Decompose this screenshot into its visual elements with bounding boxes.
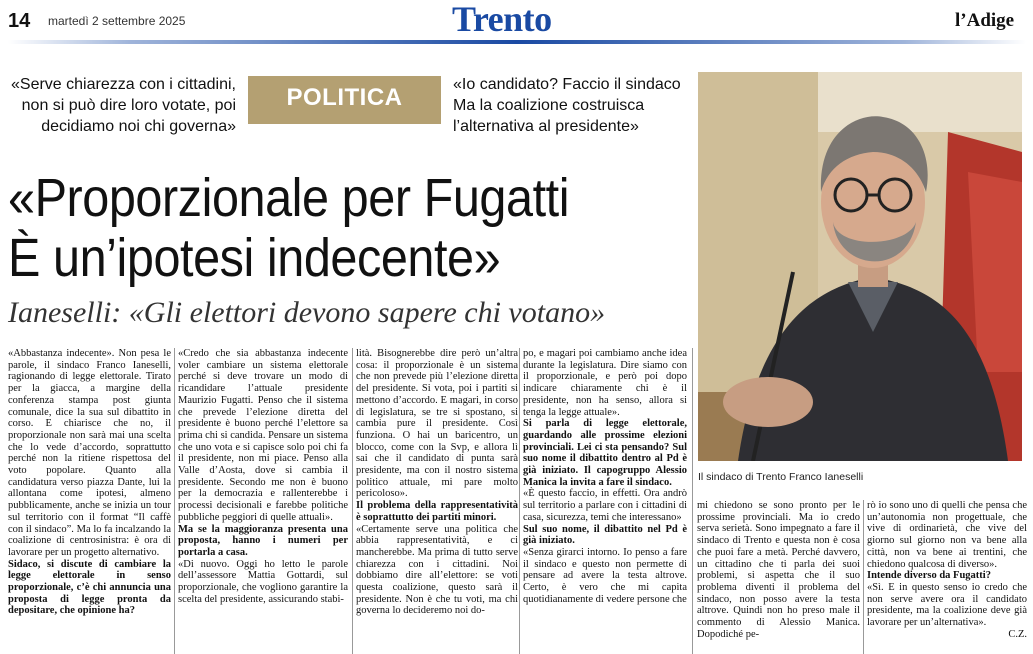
article-column-6	[867, 500, 1027, 652]
interview-question: Il problema della rappresentatività è soprattutto dei partiti minori.	[356, 500, 518, 523]
header-rule	[8, 40, 1026, 44]
body-paragraph: po, e magari poi cambiamo anche idea durante la legislatura. Dire siamo con il proporzionale, e però poi dopo indicare chiaramente chi è il presidente, non ha senso, allora si tenga la legge attuale».	[523, 348, 687, 418]
article-column-2	[178, 348, 348, 654]
headline-line-1: «Proporzionale per Fugatti	[8, 168, 570, 228]
interview-question: Ma se la maggioranza presenta una proposta, hanno i numeri per portarla a casa.	[178, 523, 348, 558]
article-column-5	[697, 500, 860, 652]
column-divider	[519, 348, 520, 654]
page-number: 14	[8, 10, 31, 32]
column-divider	[352, 348, 353, 654]
issue-date: martedì 2 settembre 2025	[48, 14, 186, 28]
headline-line-2: È un’ipotesi indecente»	[8, 228, 501, 288]
body-paragraph: lità. Bisognerebbe dire però un’altra cosa: il proporzionale è un sistema che non prevede più l’elezione diretta del presidente. Si vota, poi i partiti si mettono d’accordo. E magari, in corso di legislatura, se tre si spostano, si cambia pure il presidente. Così funziona. O hai un baricentro, un blocco, come con la Svp, e allora lì sai che il candidato di punta sarà presidente, ma con il nostro sistema politico attuale, mi pare molto pericoloso».	[356, 348, 518, 500]
body-paragraph: mi chiedono se sono pronto per le prossime provinciali. Ma io credo serva serietà. Sono impegnato a fare il sindaco di Trento e questa non è cosa che puoi fare a metà. Perché davvero, un cittadino che ti parla dei suoi problemi, si aspetta che il suo problema diventi il problema del sindaco, non posso avere la testa altrove. Quindi non ho preso male il commento di Alessio Manica. Dopodiché pe-	[697, 500, 860, 640]
article-column-3	[356, 348, 518, 654]
body-paragraph: «Credo che sia abbastanza indecente voler cambiare un sistema elettorale perché si deve trovare un modo di ricandidare l’attuale presidente Maurizio Fugatti. Penso che il sistema che prevede l’elezione diretta del presidente è buono perché l’elettore sa prima chi si candida. Pensare un sistema che uno vota e si capisce solo poi chi fa il presidente, non mi piace. Penso alla Valle d’Aosta, dove si cambia il presidente. Secondo me non è buono per la democrazia e rallenterebbe i processi decisionali e farebbe politiche pubbliche peggiori di quelle attuali».	[178, 348, 348, 523]
interview-question: Sidaco, si discute di cambiare la legge elettorale in senso proporzionale, c’è chi annuncia una proposta di legge pronta da depositare, che opinione ha?	[8, 558, 171, 617]
subheadline: Ianeselli: «Gli elettori devono sapere chi votano»	[8, 296, 606, 329]
body-paragraph: «Abbastanza indecente». Non pesa le parole, il sindaco Franco Ianeselli, ragionando di legge elettorale. Tirato per la giacca, a margine della conferenza stampa post giunta comunale, dice la sua sul dibattito in corso. E chiarisce che no, il proporzionale non sarà mai una scelta che lo vede d’accordo, soprattutto perché non la ritiene rispettosa del voto popolare. Quanto alla candidatura verso piazza Dante, lui la allontana come ipotesi, almeno pubblicamente, anche se inizia un tour sul territorio con il format “Il caffè con il sindaco”. Ma lo fa incalzando la coalizione di centrosinistra: è ora di lavorare per un progetto alternativo.	[8, 348, 171, 558]
headline	[8, 168, 629, 288]
portrait-photo-image	[698, 72, 1022, 461]
section-title: Trento	[452, 0, 552, 39]
newspaper-masthead: l’Adige	[955, 10, 1015, 31]
interview-question: Intende diverso da Fugatti?	[867, 570, 991, 582]
interview-question: Si parla di legge elettorale, guardando alle prossime elezioni provinciali. Lei ci sta pensando? Sul suo nome il dibattito dentro al Pd è già iniziato. Il capogruppo Alessio Manica la invita a fare il sindaco.	[523, 418, 687, 488]
body-paragraph: «È questo faccio, in effetti. Ora andrò sul territorio a parlare con i cittadini di casa, sicurezza, temi che interessano»	[523, 488, 687, 523]
author-signature: C.Z.	[1008, 628, 1027, 640]
body-paragraph: «Sì. E in questo senso io credo che non serve avere ora il candidato presidente, ma la coalizione deve già lavorare per un’alternativa».	[867, 581, 1027, 629]
kicker-label: POLITICA	[286, 84, 403, 111]
pull-quote-right: «Io candidato? Faccio il sindaco Ma la coalizione costruisca l’alternativa al presidente»	[453, 76, 681, 135]
body-paragraph: «Certamente serve una politica che abbia rappresentatività, e ci mancherebbe. Ma prima di tutto serve chiarezza con i cittadini. Noi dobbiamo dire all’elettore: se voti questa coalizione, questo sarà il presidente. Non è che tu voti, ma chi governa lo decideremo noi do-	[356, 523, 518, 617]
kicker-badge	[248, 76, 441, 124]
portrait-photo	[698, 72, 1022, 461]
article-column-1	[8, 348, 171, 654]
column-divider	[692, 348, 693, 654]
body-paragraph: «Senza girarci intorno. Io penso a fare il sindaco e questo non permette di pensare ad avere la testa altrove. Certo, è vero che mi capita quotidianamente di vedere persone che	[523, 546, 687, 605]
interview-question: Sul suo nome, il dibattito nel Pd è già iniziato.	[523, 523, 687, 547]
column-divider	[174, 348, 175, 654]
body-paragraph: «Di nuovo. Oggi ho letto le parole dell’assessore Mattia Gottardi, sul proporzionale, che vogliono garantire la scelta del presidente, assicurando stabi-	[178, 558, 348, 605]
article-column-4	[523, 348, 687, 654]
column-divider	[863, 500, 864, 654]
photo-caption: Il sindaco di Trento Franco Ianeselli	[698, 471, 864, 483]
pull-quote-left: «Serve chiarezza con i cittadini, non si può dire loro votate, poi decidiamo noi chi governa»	[11, 76, 236, 135]
body-paragraph: rò io sono uno di quelli che pensa che un’autonomia non progettuale, che vive di ordinarietà, che vive del giorno sul giorno non va bene alla città, non va bene ai trentini, che chiedono qualcosa di diverso».	[867, 500, 1027, 570]
